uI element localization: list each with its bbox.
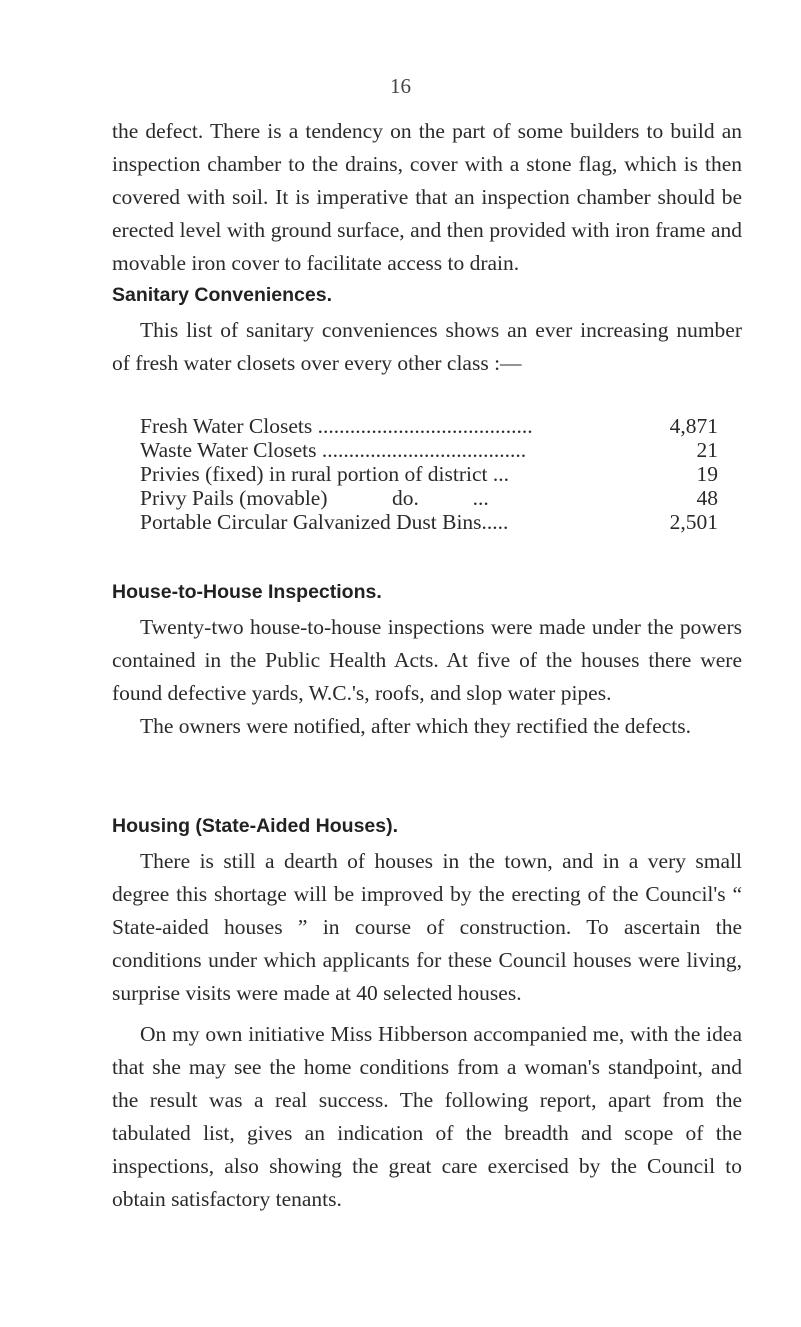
- list-item-value: 19: [696, 462, 718, 486]
- list-item: [140, 414, 718, 438]
- inspections-paragraph-1: Twenty-two house-to-house inspections were made under the powers contained in the Public Health Acts. At five of the houses there were found defective yards, W.C.'s, roofs, and slop water pipes.: [112, 615, 742, 705]
- list-item: [140, 510, 718, 534]
- list-item-value: 2,501: [669, 510, 718, 534]
- list-item: [140, 438, 718, 462]
- sanitary-list: [140, 414, 718, 534]
- housing-paragraph-2: On my own initiative Miss Hibberson accompanied me, with the idea that she may see the home conditions from a woman's standpoint, and the result was a real success. The following report, apart from the tabulated list, gives an indication of the breadth and scope of the inspections, also showing the great care exercised by the Council to obtain satisfactory tenants.: [112, 1022, 742, 1211]
- intro-section: [112, 115, 742, 280]
- page-number: 16: [390, 74, 411, 98]
- inspections-heading: House-to-House Inspections.: [112, 581, 382, 603]
- list-item-label: Waste Water Closets ......................................: [140, 438, 527, 462]
- inspections-section: [112, 578, 742, 606]
- inspections-paragraph-2: The owners were notified, after which they rectified the defects.: [140, 714, 691, 738]
- sanitary-section: [112, 281, 742, 309]
- list-item-label: Privy Pails (movable) do. ...: [140, 486, 489, 510]
- intro-paragraph: the defect. There is a tendency on the part of some builders to build an inspection chamber to the drains, cover with a stone flag, which is then covered with soil. It is imperative that an inspection chamber should be erected level with ground surface, and then provided with iron frame and movable iron cover to facilitate access to drain.: [112, 119, 742, 275]
- list-item-value: 48: [696, 486, 718, 510]
- list-item-value: 21: [696, 438, 718, 462]
- sanitary-paragraph: This list of sanitary conveniences shows an ever increasing number of fresh water closets over every other class :—: [112, 318, 742, 375]
- list-item-label: Privies (fixed) in rural portion of district ...: [140, 462, 510, 486]
- housing-heading: Housing (State-Aided Houses).: [112, 815, 399, 837]
- list-item-label: Fresh Water Closets ........................................: [140, 414, 533, 438]
- list-item: [140, 486, 718, 510]
- list-item: [140, 462, 718, 486]
- sanitary-intro: [112, 314, 742, 380]
- housing-body: [112, 845, 742, 1216]
- housing-paragraph-1: There is still a dearth of houses in the town, and in a very small degree this shortage will be improved by the erecting of the Council's “ State-aided houses ” in course of construction. To ascertain the conditions under which applicants for these Council houses were living, surprise visits were made at 40 selected houses.: [112, 849, 742, 1005]
- sanitary-heading: Sanitary Conveniences.: [112, 284, 333, 306]
- list-item-value: 4,871: [669, 414, 718, 438]
- list-item-label: Portable Circular Galvanized Dust Bins.....: [140, 510, 509, 534]
- housing-section: [112, 812, 742, 840]
- inspections-body: [112, 611, 742, 743]
